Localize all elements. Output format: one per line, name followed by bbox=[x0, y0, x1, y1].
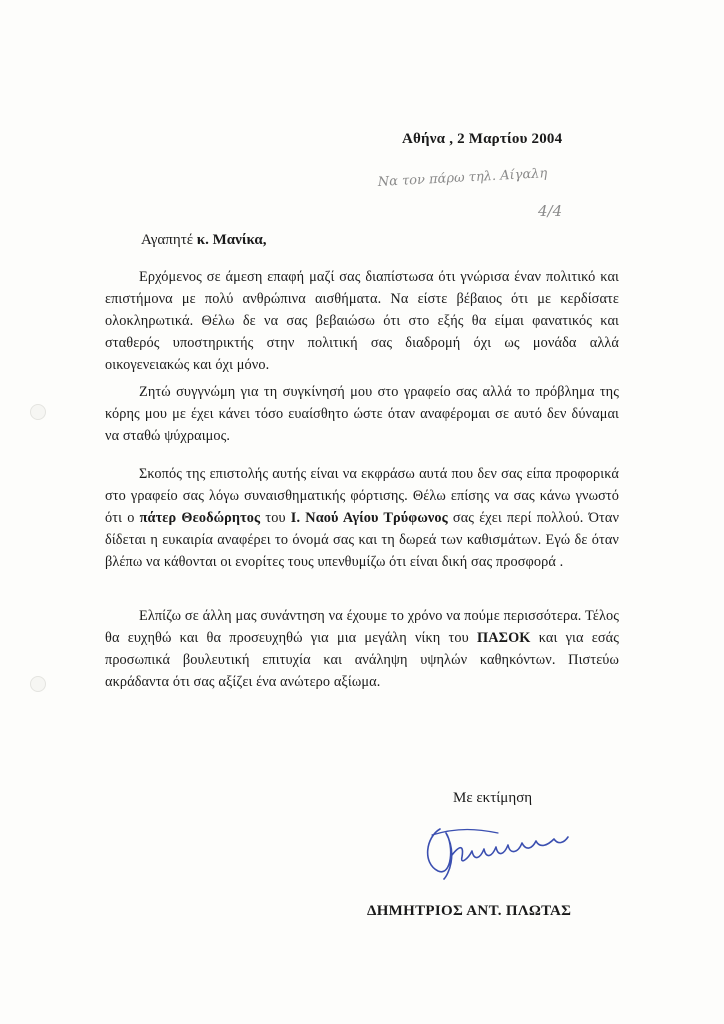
paragraph-2: Ζητώ συγγνώμη για τη συγκίνησή μου στο γραφείο σας αλλά το πρόβλημα της κόρης μου με έχει κάνει τόσο ευαίσθητο ώστε όταν αναφέρομαι σε αυτό δεν δύναμαι να σταθώ ψύχραιμος. bbox=[105, 384, 619, 444]
paragraph-3-text-c: σας έχει περί πολλού. Όταν δίδεται η ευκαιρία αναφέρει το όνομά σας και τη δωρεά των καθισμάτων. Εγώ δε όταν βλέπω να κάθονται οι ενορίτες τους υπενθυμίζω ότι είναι δική σας προσφορά . bbox=[105, 510, 620, 570]
paragraph-3 bbox=[105, 463, 619, 573]
signer-name: ΔΗΜΗΤΡΙΟΣ ΑΝΤ. ΠΛΩΤΑΣ bbox=[367, 903, 572, 919]
closing-salutation: Με εκτίμηση bbox=[453, 790, 533, 806]
paragraph-4-text-b: και για εσάς προσωπικά βουλευτική επιτυχία και ανάληψη υψηλών καθηκόντων. Πιστεύω ακράδαντα ότι σας αξίζει ένα ανώτερο αξίωμα. bbox=[105, 630, 619, 690]
paragraph-4 bbox=[105, 605, 619, 693]
paragraph-3-text-b: του bbox=[260, 510, 291, 526]
greeting bbox=[141, 232, 267, 249]
punch-hole-top bbox=[30, 404, 46, 420]
church-name: Ι. Ναού Αγίου Τρύφωνος bbox=[290, 510, 448, 526]
party-name: ΠΑΣΟΚ bbox=[476, 630, 531, 646]
paragraph-1: Ερχόμενος σε άμεση επαφή μαζί σας διαπίστωσα ότι γνώρισα έναν πολιτικό και επιστήμονα με πολύ ανθρώπινα αισθήματα. Να είστε βέβαιος ότι με κερδίσατε ολοκληρωτικά. Θέλω δε να σας βεβαιώσω ότι στο εξής θα είμαι φανατικός και σταθερός υποστηρικτής στην πολιτική σας διαδρομή όχι ως μονάδα αλλά οικογενειακώς και όχι μόνο. bbox=[105, 269, 619, 373]
pencil-note-line1: Να τον πάρω τηλ. Αίγαλη bbox=[377, 166, 548, 190]
paragraph-4-text-a: Ελπίζω σε άλλη μας συνάντηση να έχουμε το χρόνο να πούμε περισσότερα. Τέλος θα ευχηθώ και θα προσευχηθώ για μια μεγάλη νίκη του bbox=[105, 608, 619, 646]
greeting-name: κ. Μανίκα, bbox=[196, 232, 267, 248]
pencil-note-line2: 4/4 bbox=[538, 202, 563, 220]
handwritten-pencil-note bbox=[368, 158, 668, 228]
priest-name: πάτερ Θεοδώρητος bbox=[139, 510, 261, 526]
letter-date: Αθήνα , 2 Μαρτίου 2004 bbox=[402, 131, 563, 147]
signature bbox=[418, 815, 578, 885]
paragraph-3-text-a: Σκοπός της επιστολής αυτής είναι να εκφράσω αυτά που δεν σας είπα προφορικά στο γραφείο σας λόγω συναισθηματικής φόρτισης. Θέλω επίσης να σας κάνω γνωστό ότι ο bbox=[105, 466, 619, 526]
greeting-prefix: Αγαπητέ bbox=[141, 232, 197, 248]
punch-hole-bottom bbox=[30, 676, 46, 692]
